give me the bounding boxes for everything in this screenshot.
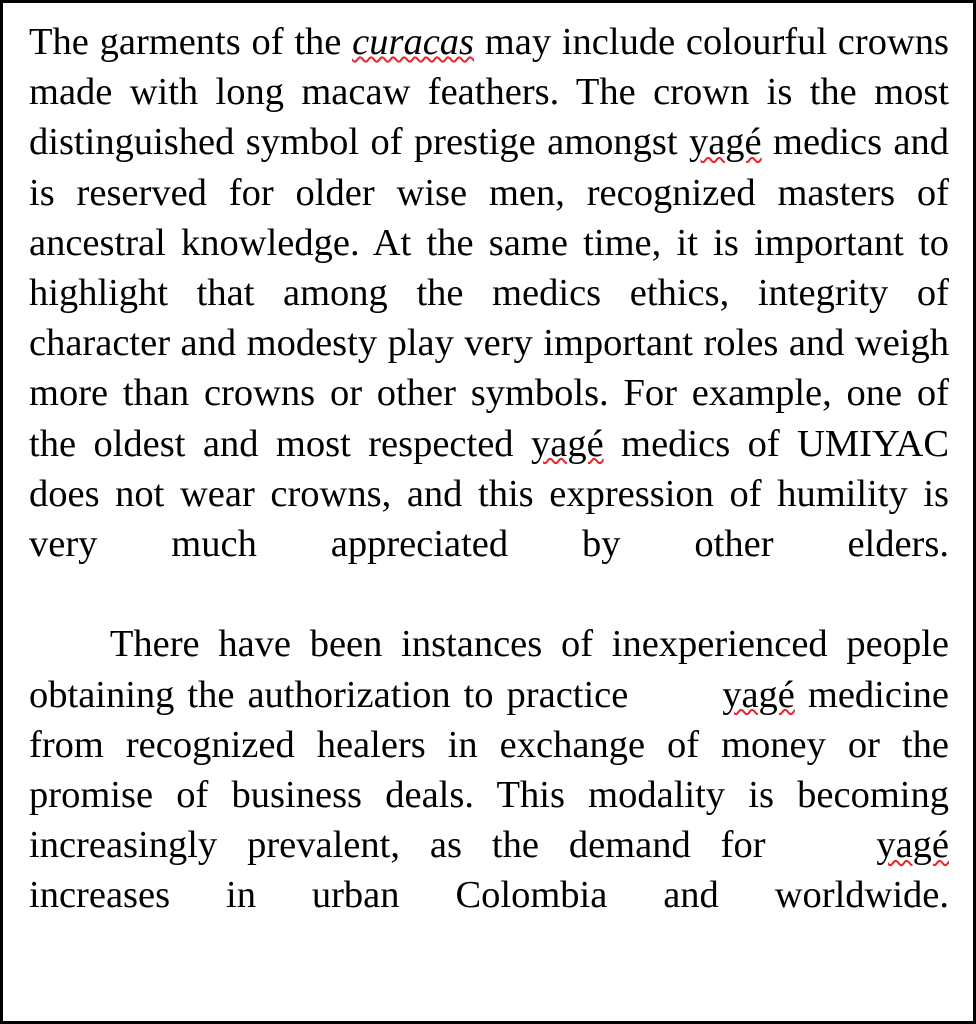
misspelled-word: yagé	[876, 824, 949, 867]
misspelled-word: yagé	[531, 422, 604, 465]
text-run: medics of UMIYAC does not wear crowns, and this expression of humility is very much appreciated by other elders.	[29, 422, 949, 566]
paragraph	[29, 619, 949, 970]
text-run: There have been instances of inexperienced people obtaining the authorization to practice	[29, 623, 949, 716]
misspelled-word: yagé	[722, 673, 795, 716]
misspelled-word: curacas	[352, 21, 475, 63]
misspelled-word: yagé	[688, 121, 762, 164]
text-run: increases in urban Colombia and worldwide.	[29, 874, 949, 917]
text-run: medics and is reserved for older wise men, recognized masters of ancestral knowledge. At the same time, it is important to highlight that among the medics ethics, integrity of character and modesty play very important roles and weigh more than crowns or other symbols. For example, one of the oldest and most respected	[29, 121, 950, 465]
text-run: medicine from recognized healers in exchange of money or the promise of business deals. This modality is becoming increasingly prevalent, as the demand for	[29, 673, 949, 867]
text-run: The garments of the	[29, 21, 353, 63]
document-text-body[interactable]	[29, 17, 949, 971]
text-run: may include colourful crowns made with long macaw feathers. The crown is the most distinguished symbol of prestige amongst	[29, 21, 949, 164]
paragraph	[29, 17, 949, 619]
